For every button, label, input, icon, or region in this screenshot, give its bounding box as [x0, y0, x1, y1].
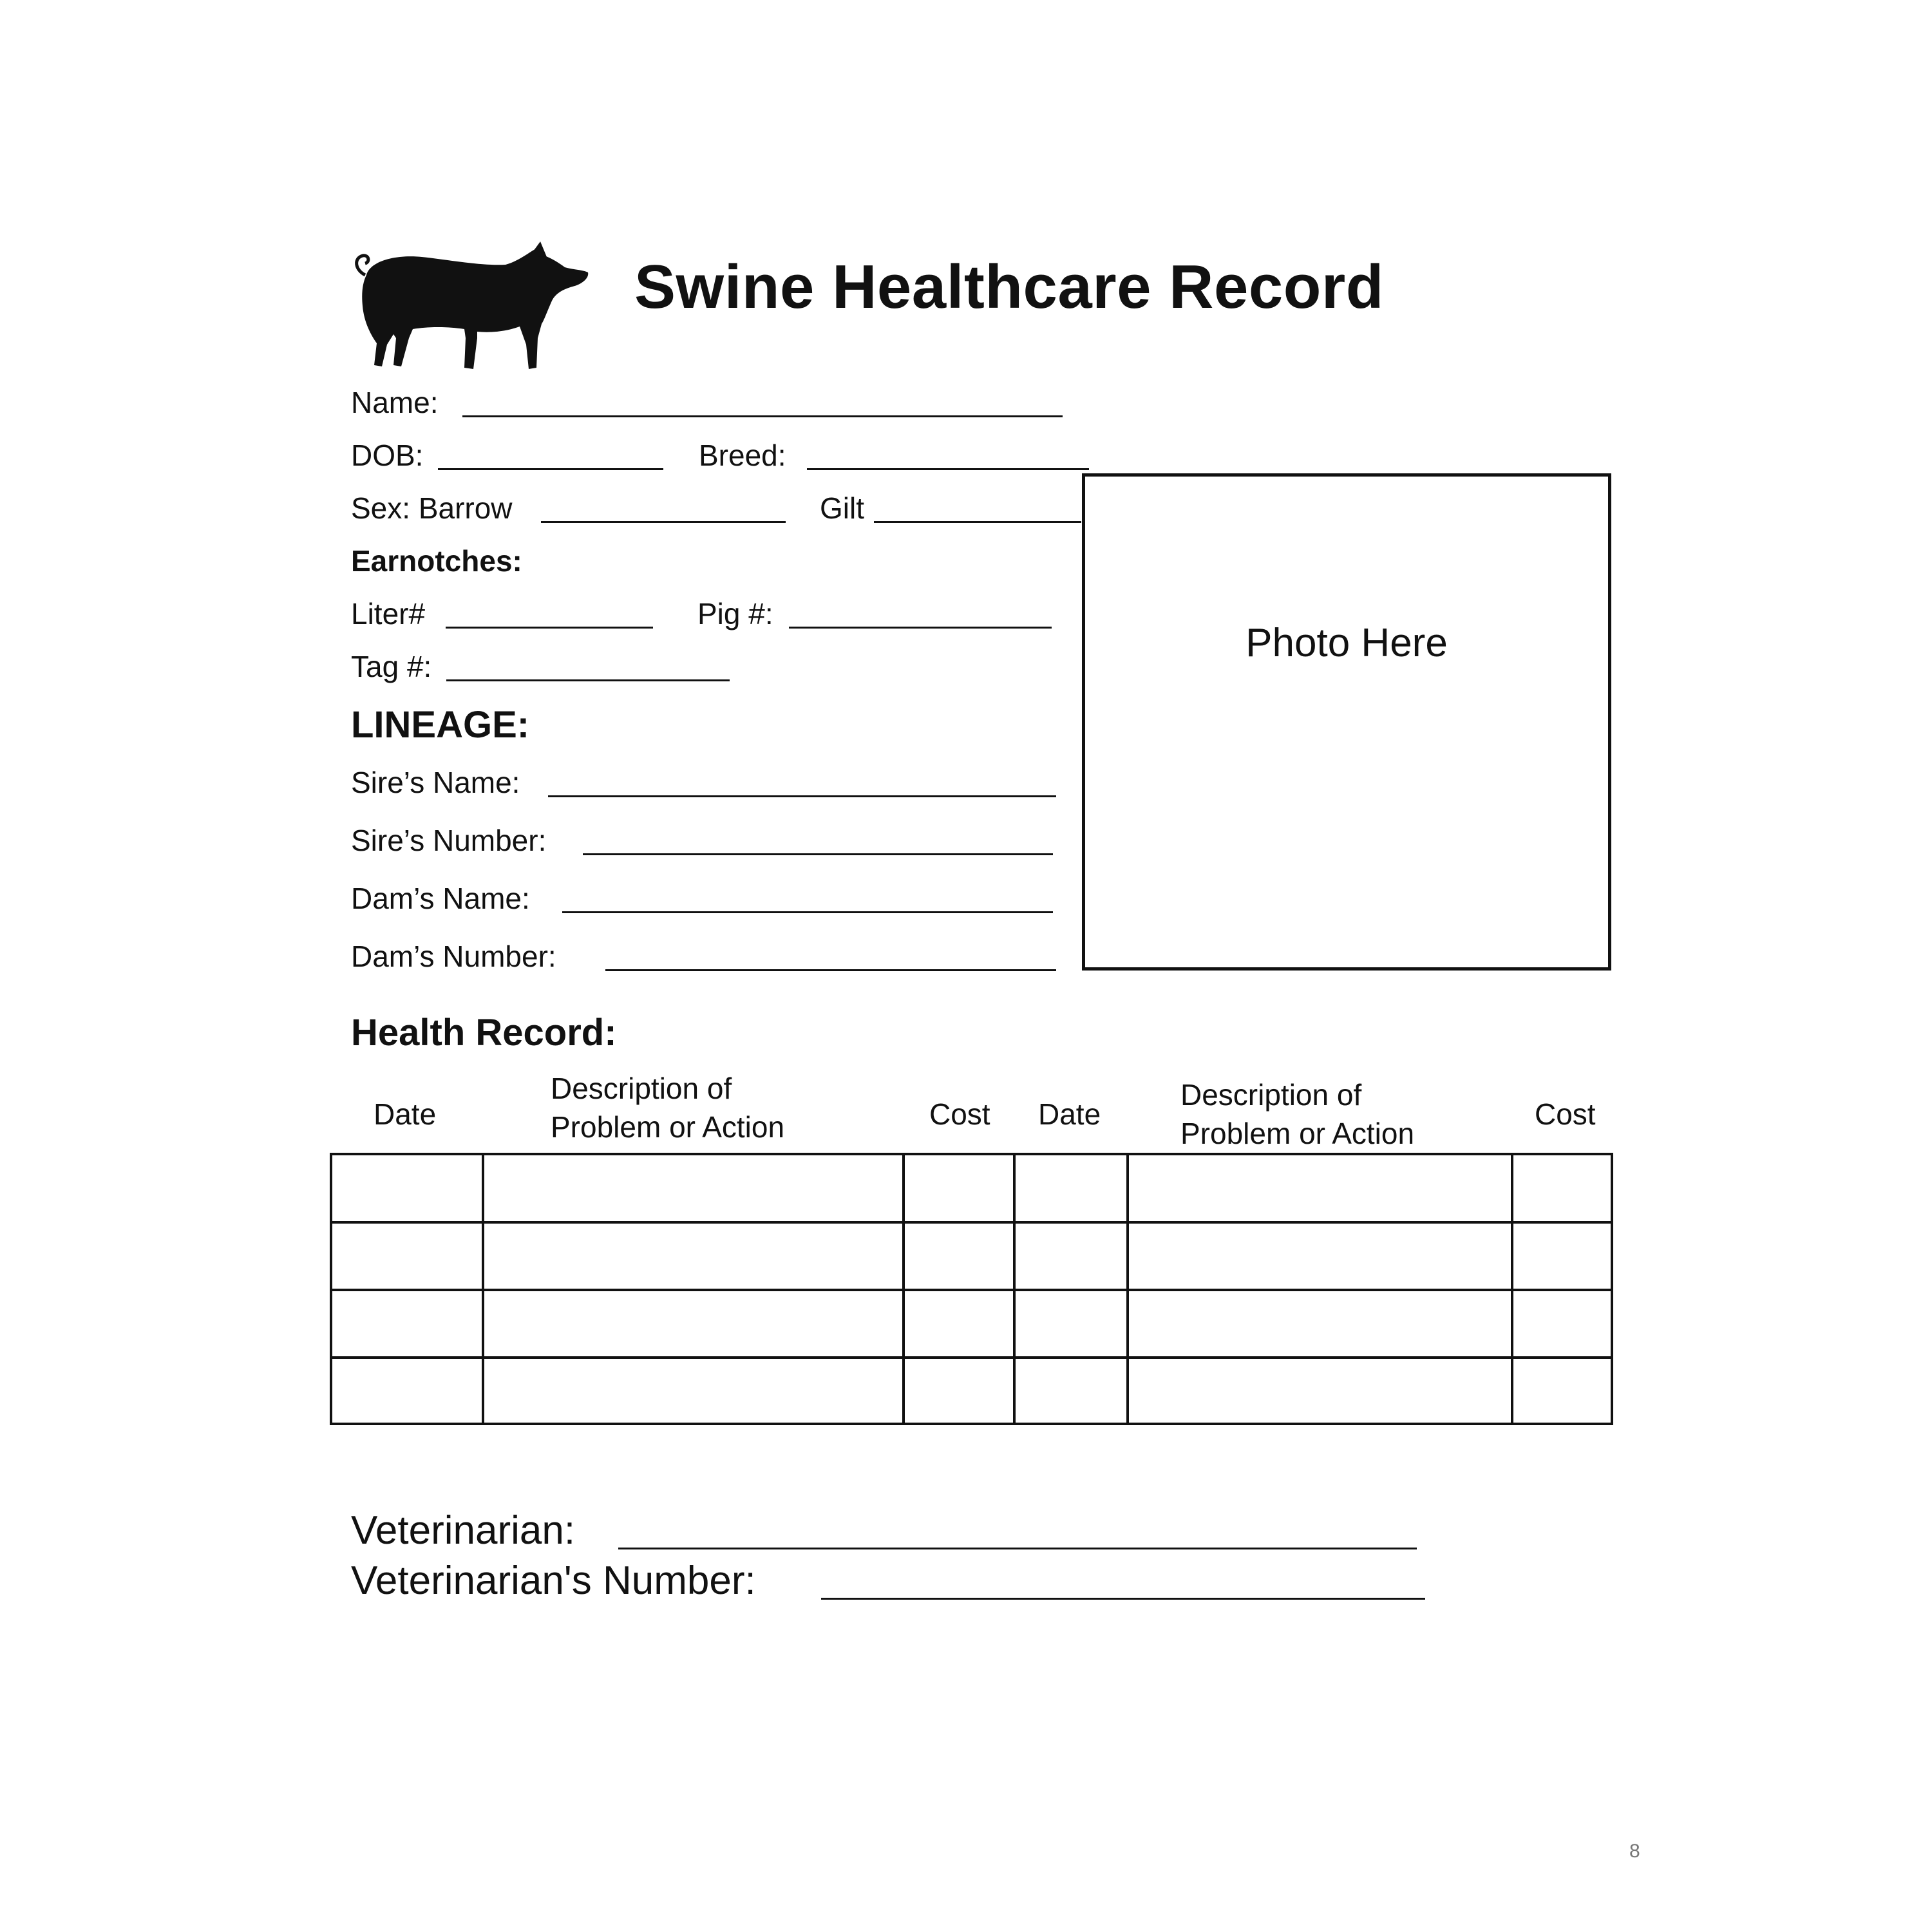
veterinarian-number-label: Veterinarian's Number: [351, 1558, 756, 1603]
sire-number-field[interactable] [583, 853, 1053, 855]
tag-label: Tag #: [351, 650, 432, 683]
breed-field[interactable] [807, 468, 1089, 470]
lineage-heading: LINEAGE: [351, 704, 530, 746]
pig-number-label: Pig #: [697, 597, 773, 630]
pig-number-field[interactable] [789, 627, 1052, 629]
health-record-heading: Health Record: [351, 1012, 617, 1054]
health-record-table [330, 1153, 1613, 1425]
col-header-date-2: Date [1038, 1097, 1101, 1131]
table-row-divider [332, 1221, 1611, 1224]
liter-label: Liter# [351, 597, 426, 630]
barrow-field[interactable] [541, 521, 786, 523]
sire-name-label: Sire’s Name: [351, 766, 520, 799]
dob-label: DOB: [351, 439, 424, 472]
gilt-field[interactable] [874, 521, 1081, 523]
dam-number-field[interactable] [605, 969, 1056, 971]
table-row-divider [332, 1356, 1611, 1359]
veterinarian-number-field[interactable] [821, 1598, 1425, 1600]
col-header-cost-2: Cost [1535, 1097, 1596, 1131]
page-title: Swine Healthcare Record [634, 252, 1384, 321]
col-header-description-1: Description of Problem or Action [551, 1072, 785, 1144]
earnotches-label: Earnotches: [351, 544, 522, 578]
sire-name-field[interactable] [548, 795, 1056, 797]
liter-field[interactable] [446, 627, 653, 629]
gilt-label: Gilt [820, 491, 864, 525]
col-header-cost-1: Cost [929, 1097, 990, 1131]
dam-name-field[interactable] [562, 911, 1053, 913]
pig-silhouette-icon [351, 242, 592, 374]
dam-name-label: Dam’s Name: [351, 882, 530, 915]
name-field[interactable] [462, 415, 1063, 417]
veterinarian-label: Veterinarian: [351, 1508, 576, 1553]
sex-barrow-label: Sex: Barrow [351, 491, 513, 525]
page-number: 8 [1629, 1841, 1640, 1862]
photo-label: Photo Here [1245, 621, 1448, 665]
col-header-description-2: Description of Problem or Action [1180, 1078, 1415, 1150]
name-label: Name: [351, 386, 439, 419]
photo-box[interactable] [1082, 473, 1611, 971]
veterinarian-field[interactable] [618, 1548, 1417, 1549]
col-header-date-1: Date [374, 1097, 437, 1131]
dam-number-label: Dam’s Number: [351, 940, 556, 973]
breed-label: Breed: [699, 439, 786, 472]
dob-field[interactable] [438, 468, 663, 470]
table-row-divider [332, 1289, 1611, 1291]
sire-number-label: Sire’s Number: [351, 824, 547, 857]
tag-field[interactable] [446, 679, 730, 681]
